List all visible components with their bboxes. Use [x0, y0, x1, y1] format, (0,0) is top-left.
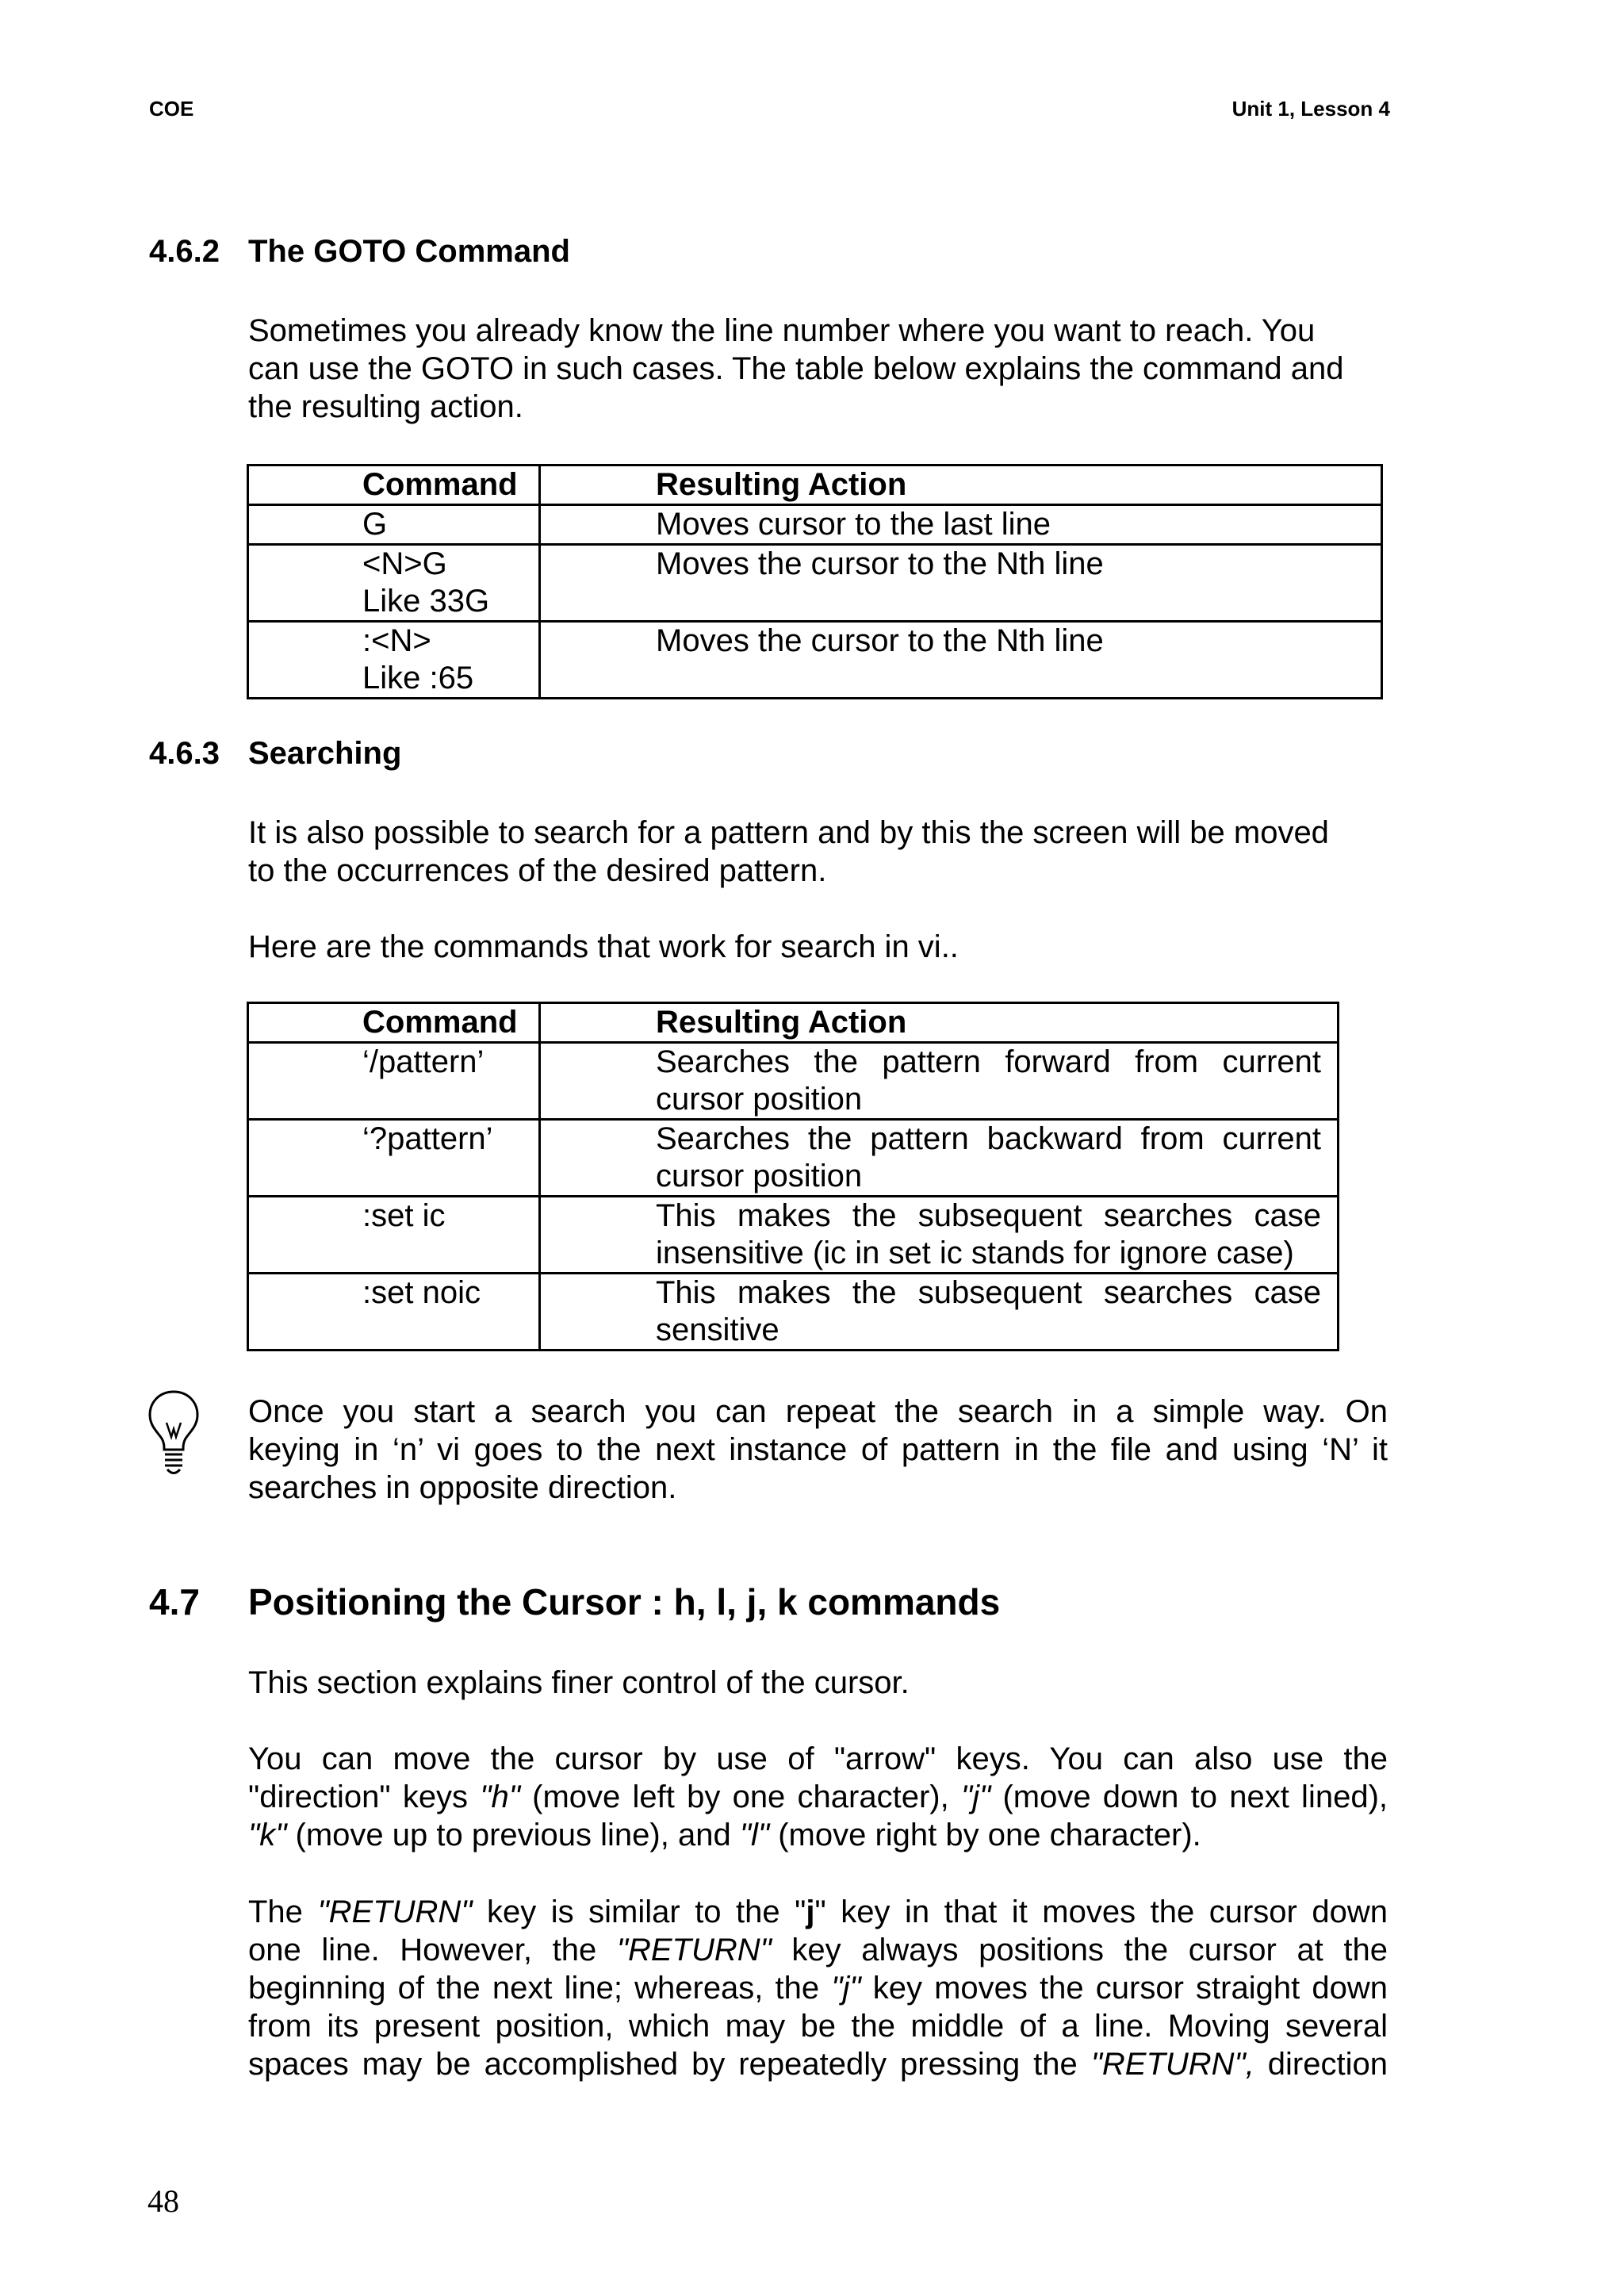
text-run: key moves the cursor straight down: [860, 1971, 1388, 2006]
cursor-p2: [248, 1740, 1388, 1854]
section-number: 4.6.3: [149, 736, 220, 771]
cell-text: :set ic: [362, 1198, 446, 1233]
section-heading-462: [149, 234, 570, 270]
text-line: keying in ‘n’ vi goes to the next instance of pattern in the file and using ‘N’ it: [248, 1432, 1388, 1467]
text-run: (move up to previous line), and: [286, 1818, 740, 1852]
section-number: 4.7: [149, 1581, 200, 1623]
section-heading-463: [149, 736, 401, 772]
cell-text: insensitive (ic in set ic stands for ignore case): [656, 1236, 1294, 1270]
goto-command-table: [247, 464, 1383, 699]
cell-text: cursor position: [656, 1159, 863, 1193]
cell-text: Searches the pattern forward from current: [656, 1044, 1321, 1079]
text-run: "direction" keys: [248, 1780, 481, 1814]
text-line: This section explains finer control of the cursor.: [248, 1665, 910, 1700]
cursor-p3: [248, 1893, 1388, 2083]
table-row: [248, 505, 1382, 545]
command-cell: [248, 1043, 540, 1120]
text-line: [248, 1816, 1388, 1854]
cell-text: sensitive: [656, 1312, 779, 1347]
text-run: spaces may be accomplished by repeatedly pressing the: [248, 2047, 1091, 2082]
text-line: from its present position, which may be the middle of a line. Moving several: [248, 2009, 1388, 2044]
key-h: "h": [480, 1780, 520, 1814]
text-line: Here are the commands that work for search in vi..: [248, 929, 959, 964]
cell-text: Moves the cursor to the Nth line: [656, 546, 1104, 581]
header-right: Unit 1, Lesson 4: [1231, 97, 1390, 121]
search-command-table: [247, 1002, 1339, 1351]
column-header: Command: [248, 466, 540, 505]
action-cell: [540, 1274, 1339, 1351]
key-k: "k": [248, 1818, 287, 1852]
text-line: [248, 2045, 1388, 2083]
page-number: 48: [147, 2183, 179, 2219]
text-run: (move down to next lined),: [990, 1780, 1388, 1814]
command-cell: [248, 622, 540, 699]
table-row: [248, 1197, 1339, 1274]
cell-text: Searches the pattern backward from current: [656, 1121, 1321, 1156]
cell-text: cursor position: [656, 1082, 863, 1117]
section-number: 4.6.2: [149, 234, 220, 269]
text-run: (move right by one character).: [769, 1818, 1201, 1852]
section-title: The GOTO Command: [248, 234, 570, 269]
section-title: Searching: [248, 736, 402, 771]
table-row: [248, 1120, 1339, 1197]
key-return: "RETURN": [317, 1895, 473, 1929]
table-row: [248, 1274, 1339, 1351]
action-cell: [540, 505, 1382, 545]
column-header: Resulting Action: [540, 466, 1382, 505]
command-cell: [248, 505, 540, 545]
action-cell: [540, 622, 1382, 699]
cell-text: Moves cursor to the last line: [656, 507, 1051, 542]
key-return: "RETURN": [616, 1933, 772, 1967]
cell-text: Like 33G: [362, 584, 490, 619]
cell-text: This makes the subsequent searches case: [656, 1198, 1321, 1233]
text-line: It is also possible to search for a pattern and by this the screen will be moved: [248, 815, 1329, 850]
search-intro-2: [248, 928, 1388, 966]
text-line: [248, 1893, 1388, 1931]
cell-text: G: [362, 507, 388, 542]
column-header: Resulting Action: [540, 1003, 1339, 1043]
lightbulb-icon: [147, 1389, 200, 1478]
text-run: (move left by one character),: [519, 1780, 961, 1814]
cell-text: Moves the cursor to the Nth line: [656, 623, 1104, 658]
text-line: searches in opposite direction.: [248, 1470, 677, 1505]
action-cell: [540, 1120, 1339, 1197]
text-line: to the occurrences of the desired pattern.: [248, 853, 827, 888]
search-intro: [248, 814, 1388, 890]
text-line: [248, 1969, 1388, 2007]
action-cell: [540, 1197, 1339, 1274]
table-row: [248, 545, 1382, 622]
command-cell: [248, 1120, 540, 1197]
text-run: direction: [1254, 2047, 1388, 2082]
text-line: [248, 1778, 1388, 1816]
action-cell: [540, 1043, 1339, 1120]
section-heading-47: [149, 1580, 1000, 1623]
table-header-row: [248, 466, 1382, 505]
text-run: The: [248, 1895, 318, 1929]
key-j: "j": [960, 1780, 991, 1814]
cell-text: :<N>: [362, 623, 431, 658]
text-run: key always positions the cursor at the: [771, 1933, 1388, 1967]
text-run: beginning of the next line; whereas, the: [248, 1971, 832, 2006]
cell-text: :set noic: [362, 1275, 481, 1310]
text-line: can use the GOTO in such cases. The table below explains the command and: [248, 351, 1344, 386]
command-cell: [248, 1274, 540, 1351]
goto-intro: [248, 312, 1388, 426]
table-row: [248, 622, 1382, 699]
cursor-p1: [248, 1664, 1388, 1702]
text-run: one line. However, the: [248, 1933, 617, 1967]
key-j: "j": [831, 1971, 861, 2006]
action-cell: [540, 545, 1382, 622]
text-run: key is similar to the ": [472, 1895, 806, 1929]
column-header: Command: [248, 1003, 540, 1043]
command-cell: [248, 545, 540, 622]
text-line: You can move the cursor by use of "arrow" keys. You can also use the: [248, 1741, 1388, 1776]
text-line: Once you start a search you can repeat the search in a simple way. On: [248, 1394, 1388, 1429]
text-line: Sometimes you already know the line number where you want to reach. You: [248, 313, 1316, 348]
table-header-row: [248, 1003, 1339, 1043]
text-line: [248, 1931, 1388, 1969]
cell-text: ‘?pattern’: [362, 1121, 493, 1156]
text-line: the resulting action.: [248, 389, 523, 424]
key-j-bold: j: [806, 1895, 815, 1929]
section-title: Positioning the Cursor : h, l, j, k commands: [248, 1581, 1001, 1623]
table-row: [248, 1043, 1339, 1120]
cell-text: This makes the subsequent searches case: [656, 1275, 1321, 1310]
search-tip: [248, 1393, 1388, 1507]
command-cell: [248, 1197, 540, 1274]
key-l: "l": [739, 1818, 770, 1852]
text-run: " key in that it moves the cursor down: [814, 1895, 1388, 1929]
cell-text: <N>G: [362, 546, 447, 581]
cell-text: Like :65: [362, 661, 474, 695]
cell-text: ‘/pattern’: [362, 1044, 485, 1079]
key-return: "RETURN",: [1090, 2047, 1254, 2082]
header-left: COE: [149, 97, 194, 121]
